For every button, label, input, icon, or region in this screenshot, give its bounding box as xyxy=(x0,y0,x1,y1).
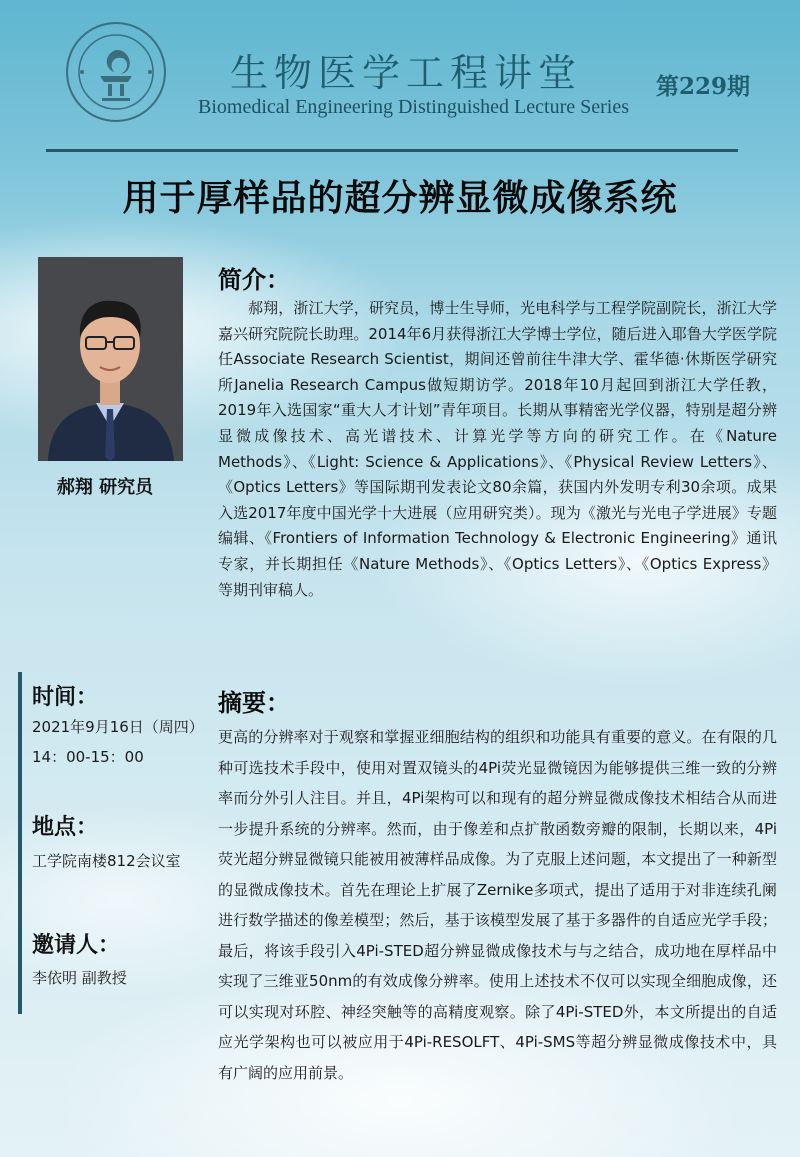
speaker-photo xyxy=(38,257,183,461)
speaker-caption: 郝翔 研究员 xyxy=(56,477,154,498)
series-title-en: Biomedical Engineering Distinguished Lecture Series xyxy=(198,96,629,118)
event-date: 2021年9月16日（周四） xyxy=(32,718,204,736)
series-title-cn: 生物医学工程讲堂 xyxy=(230,51,583,95)
event-time: 14：00-15：00 xyxy=(32,748,144,766)
host-label: 邀请人： xyxy=(32,933,121,958)
info-sidebar-bar xyxy=(18,672,22,1014)
event-place: 工学院南楼812会议室 xyxy=(32,852,181,870)
header-divider xyxy=(46,149,738,152)
university-seal-icon xyxy=(64,20,168,124)
event-host: 李依明 副教授 xyxy=(32,969,127,987)
bio-text: 郝翔，浙江大学，研究员，博士生导师，光电科学与工程学院副院长，浙江大学嘉兴研究院院长助理。2014年6月获得浙江大学博士学位，随后进入耶鲁大学医学院任Associate Research Scientist，期间还曾前往牛津大学、霍华德·休斯医学研究所Janelia Research Campus做短期访学。2018年10月起回到浙江大学任教，2019年入选国家“重大人才计划”青年项目。长期从事精密光学仪器，特别是超分辨显微成像技术、高光谱技术、计算光学等方向的研究工作。在《Nature Methods》、《Light: Science & Applications》、《Physical Review Letters》、《Optics Letters》等国际期刊发表论文80余篇，获国内外发明专利30余项。成果入选2017年度中国光学十大进展（应用研究类）。现为《激光与光电子学进展》专题编辑、《Frontiers of Information Technology & Electronic Engineering》通讯专家，并长期担任《Nature Methods》、《Optics Letters》、《Optics Express》等期刊审稿人。 xyxy=(218,299,777,599)
place-label: 地点： xyxy=(32,815,99,840)
time-label: 时间： xyxy=(32,685,99,710)
bio-heading: 简介： xyxy=(218,266,290,294)
abstract-text: 更高的分辨率对于观察和掌握亚细胞结构的组织和功能具有重要的意义。在有限的几种可选技术手段中，使用对置双镜头的4Pi荧光显微镜因为能够提供三维一致的分辨率而分外引人注目。并且，4Pi架构可以和现有的超分辨显微成像技术相结合从而进一步提升系统的分辨率。然而，由于像差和点扩散函数旁瓣的限制，长期以来，4Pi荧光超分辨显微镜只能被用被薄样品成像。为了克服上述问题，本文提出了一种新型的显微成像技术。首先在理论上扩展了Zernike多项式，提出了适用于对非连续孔阑进行数学描述的像差模型；然后，基于该模型发展了基于多器件的自适应光学手段；最后，将该手段引入4Pi-STED超分辨显微成像技术与与之结合，成功地在厚样品中实现了三维亚50nm的有效成像分辨率。使用上述技术不仅可以实现全细胞成像，还可以实现对环腔、神经突触等的高精度观察。除了4Pi-STED外，本文所提出的自适应光学架构也可以被应用于4Pi-RESOLFT、4Pi-SMS等超分辨显微成像技术中，具有广阔的应用前景。 xyxy=(218,728,777,1082)
lecture-title: 用于厚样品的超分辨显微成像系统 xyxy=(122,178,678,219)
issue-number: 第229期 xyxy=(656,73,751,100)
abstract-heading: 摘要： xyxy=(218,689,290,717)
